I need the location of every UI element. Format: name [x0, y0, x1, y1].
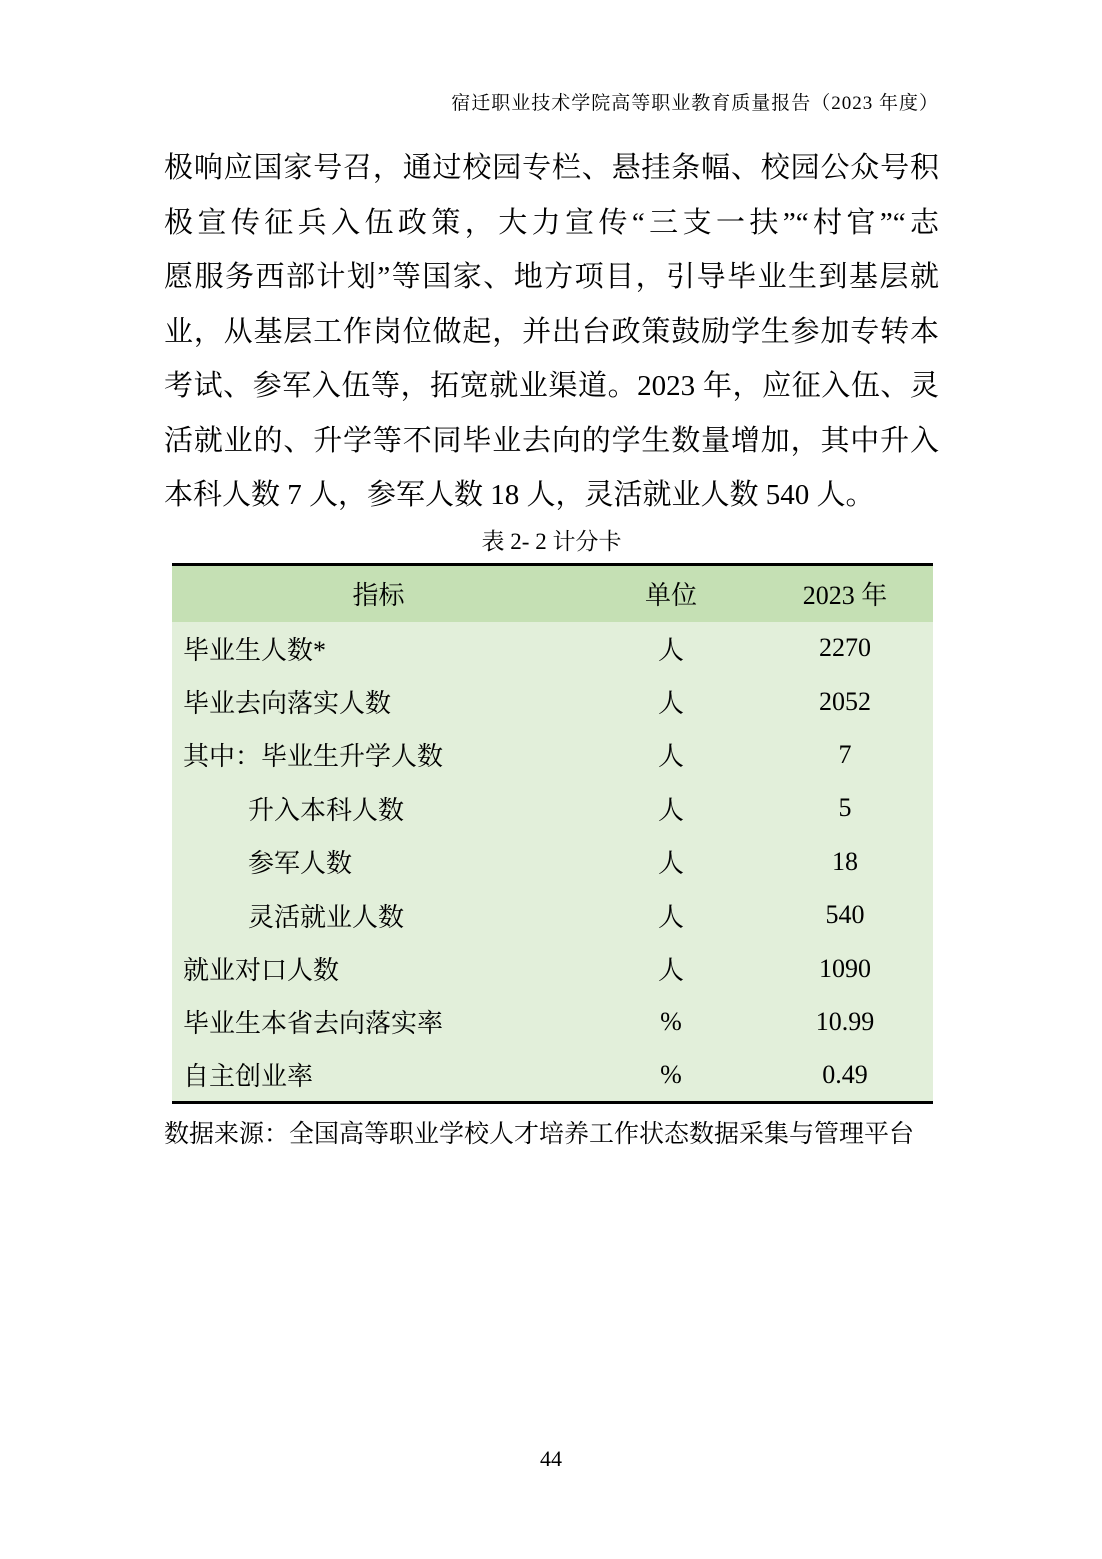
table-row [172, 835, 933, 888]
paragraph-line: 业，从基层工作岗位做起，并出台政策鼓励学生参加专转本 [164, 315, 939, 348]
table-header-row [172, 565, 933, 622]
column-header-year: 2023 年 [802, 581, 888, 611]
column-header-unit: 单位 [644, 581, 697, 611]
row-label: 自主创业率 [183, 1062, 314, 1092]
table-row [172, 995, 933, 1048]
row-unit: 人 [657, 635, 684, 665]
row-unit: 人 [657, 849, 684, 879]
row-value: 18 [832, 846, 858, 876]
row-label: 参军人数 [248, 849, 353, 879]
row-value: 2052 [819, 686, 871, 716]
paragraph-line: 本科人数 7 人，参军人数 18 人，灵活就业人数 540 人。 [164, 479, 875, 511]
body-paragraph [164, 141, 939, 523]
row-value: 7 [838, 739, 852, 769]
paragraph-line: 活就业的、升学等不同毕业去向的学生数量增加，其中升入 [164, 424, 939, 457]
row-value: 1090 [819, 953, 871, 983]
row-unit: 人 [657, 742, 684, 772]
row-value: 10.99 [815, 1006, 875, 1036]
row-label: 毕业生本省去向落实率 [183, 1009, 444, 1039]
paragraph-line: 极响应国家号召，通过校园专栏、悬挂条幅、校园公众号积 [164, 152, 939, 184]
row-label: 就业对口人数 [183, 956, 340, 986]
row-label: 升入本科人数 [248, 795, 405, 825]
running-header: 宿迁职业技术学院高等职业教育质量报告（2023 年度） [451, 93, 939, 114]
table-row [172, 782, 933, 835]
table-row [172, 728, 933, 781]
scorecard-table [172, 563, 933, 1104]
table-row [172, 675, 933, 728]
row-value: 540 [825, 900, 865, 930]
page-number: 44 [540, 1446, 562, 1471]
row-value: 0.49 [822, 1059, 868, 1089]
paragraph-line: 愿服务西部计划”等国家、地方项目，引导毕业生到基层就 [164, 261, 939, 293]
row-unit: 人 [657, 956, 684, 986]
row-unit: % [660, 1006, 682, 1036]
paragraph-line: 考试、参军入伍等，拓宽就业渠道。2023 年，应征入伍、灵 [164, 370, 939, 402]
row-unit: 人 [657, 795, 684, 825]
row-value: 5 [838, 793, 852, 823]
row-unit: 人 [657, 902, 684, 932]
row-label: 毕业生人数* [183, 635, 327, 665]
column-header-indicator: 指标 [352, 581, 405, 611]
table-row [172, 622, 933, 675]
table-row [172, 888, 933, 941]
row-value: 2270 [819, 633, 871, 663]
row-unit: % [660, 1059, 682, 1089]
row-unit: 人 [657, 689, 684, 719]
paragraph-line: 极宣传征兵入伍政策，大力宣传“三支一扶”“村官”“志 [164, 206, 939, 239]
table-row [172, 1049, 933, 1102]
table-row [172, 942, 933, 995]
row-label: 其中：毕业生升学人数 [183, 742, 444, 772]
row-label: 灵活就业人数 [248, 902, 405, 932]
data-source-note: 数据来源：全国高等职业学校人才培养工作状态数据采集与管理平台 [164, 1121, 915, 1148]
row-label: 毕业去向落实人数 [183, 689, 392, 719]
table-caption: 表 2- 2 计分卡 [481, 529, 622, 554]
